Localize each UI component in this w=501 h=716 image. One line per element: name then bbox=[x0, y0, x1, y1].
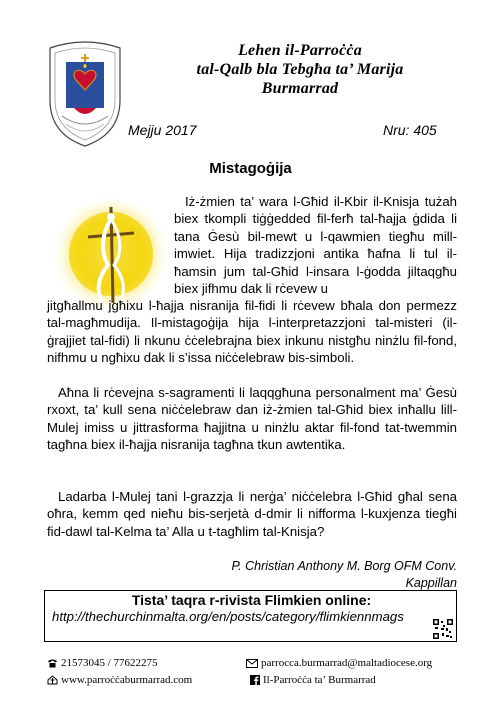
parish-crest-icon bbox=[44, 38, 126, 148]
newsletter-title-line-2: tal-Qalb bla Tebgħa ta’ Marija bbox=[196, 61, 404, 78]
issue-date: Mejju 2017 bbox=[128, 122, 197, 138]
article-paragraph-2: Aħna li rċevejna s-sagramenti li laqqgħuna personalment ma’ Ġesù rxoxt, ta’ kull sena niċċelebraw dan iż-żmien tal-Għid biex inħallu lill-Mulej imiss u jittrasforma ħajjitna u ninżlu aktar fil-fond tat-twemmin tagħna biex il-ħajja nisranija tagħna tkun awtentika. bbox=[47, 385, 457, 453]
online-url-link[interactable]: http://thechurchinmalta.org/en/posts/category/flimkiennmags bbox=[52, 609, 404, 624]
facebook-page[interactable]: Il-Parroċċa ta’ Burmarrad bbox=[263, 674, 376, 686]
qr-code-icon bbox=[433, 619, 453, 639]
issue-number: Nru: 405 bbox=[383, 122, 437, 138]
online-box-title: Tista’ taqra r-rivista Flimkien online: bbox=[131, 592, 372, 608]
facebook-icon bbox=[250, 675, 260, 685]
contact-phone bbox=[47, 657, 158, 669]
website-link[interactable]: www.parroċċaburmarrad.com bbox=[61, 674, 193, 686]
article-title: Mistagoġija bbox=[209, 160, 292, 177]
web-icon bbox=[47, 675, 58, 685]
article-paragraph-3: Ladarba l-Mulej tani l-grazzja li nerġa’ niċċelebra l-Għid għal sena oħra, kemm qed nieħu bis-serjetà d-dmir li nifforma l-kuxjenza tiegħi fid-dawl tal-Kelma ta’ Alla u t-tagħlim tal-Knisja? bbox=[47, 489, 457, 539]
phone-icon bbox=[47, 658, 58, 668]
newsletter-title-line-1: Lehen il-Parroċċa bbox=[238, 42, 362, 59]
contact-facebook[interactable] bbox=[250, 674, 376, 686]
online-reading-box bbox=[44, 590, 457, 642]
email-icon bbox=[246, 659, 258, 668]
email-address[interactable]: parrocca.burmarrad@maltadiocese.org bbox=[261, 657, 433, 669]
article-paragraph-1-cont: jitgħallmu jgħixu l-ħajja nisranija fil-fidi li rċevew bħala don permezz tal-magħmudija. Il-mistagoġija hija l-interpretazzjoni tal-misteri (il-ġrajjiet tal-fidi) li nkunu ċċelebrajna biex inkunu nistgħu ninżlu fil-fond, nifhmu u ngħixu dak li s’issa niċċelebraw bis-simboli. bbox=[47, 298, 457, 366]
article-paragraph-1-start: Iż-żmien ta’ wara l-Għid il-Kbir il-Knisja tużah biex tkompli tiġġedded fil-ferħ tal-ħajja ġdida li tana Ġesù bil-mewt u l-qawmien tiegħu mill-imwiet. Hija tradizzjoni antika ħafna li tul il-ħamsin jum tal-Għid l-insara l-ġodda jiltaqgħu biex jifhmu dak li rċevew u bbox=[174, 194, 457, 297]
author-name: P. Christian Anthony M. Borg OFM Conv. bbox=[231, 559, 457, 573]
phone-number: 21573045 / 77622275 bbox=[61, 657, 158, 669]
article-signature bbox=[231, 558, 457, 592]
newsletter-title-line-3: Burmarrad bbox=[261, 80, 339, 97]
contact-email[interactable] bbox=[246, 657, 432, 669]
author-role: Kappillan bbox=[405, 576, 457, 590]
contact-website[interactable] bbox=[47, 674, 192, 686]
